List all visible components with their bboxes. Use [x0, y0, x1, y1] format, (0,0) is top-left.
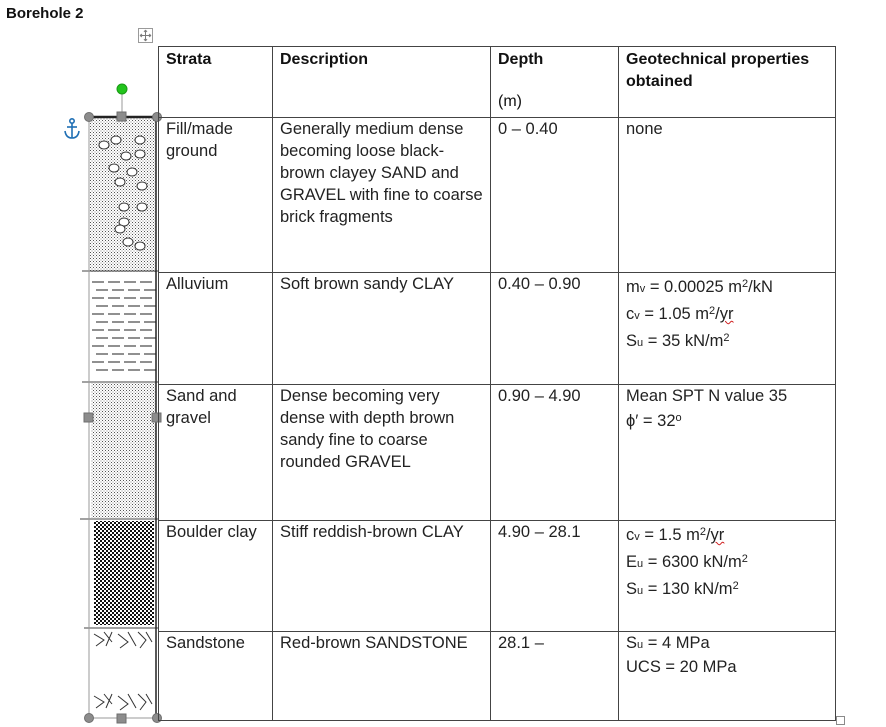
property-subscript: u [637, 337, 644, 349]
property-superscript: 2 [723, 332, 730, 344]
description-cell: Generally medium dense becoming loose black-brown clayey SAND and GRAVEL with fine to coarse brick fragments [273, 118, 491, 273]
property-subscript: v [634, 531, 640, 543]
property-subscript: u [637, 639, 644, 651]
property-symbol: S [626, 580, 638, 598]
property-text: Mean SPT N value 35 [626, 387, 788, 405]
log-layer-alluvium [92, 282, 156, 370]
table-row [159, 118, 836, 273]
table-header-row [159, 47, 836, 118]
resize-handle-bottom-left[interactable] [85, 714, 94, 723]
properties-cell [619, 273, 836, 385]
property-line [626, 300, 828, 327]
header-depth-label: Depth [498, 51, 544, 68]
log-layer-sand-gravel [91, 383, 156, 518]
header-properties: Geotechnical properties obtained [619, 47, 836, 118]
header-strata: Strata [159, 47, 273, 118]
property-superscript: 2 [742, 278, 749, 290]
property-superscript: 2 [699, 526, 706, 538]
property-text: UCS = 20 MPa [626, 658, 737, 676]
table-row [159, 273, 836, 385]
property-line [626, 575, 828, 602]
property-value: = 0.00025 m [645, 278, 743, 296]
description-cell: Red-brown SANDSTONE [273, 632, 491, 721]
resize-handle-top-left[interactable] [85, 113, 94, 122]
depth-cell: 28.1 – [491, 632, 619, 721]
property-superscript: 2 [741, 553, 748, 565]
property-value: = 6300 kN/m [643, 553, 742, 571]
property-line [626, 632, 828, 656]
property-value: = 130 kN/m [643, 580, 733, 598]
property-line [626, 118, 828, 140]
anchor-icon [65, 119, 79, 138]
table-row [159, 385, 836, 521]
table-row [159, 632, 836, 721]
property-superscript: 2 [732, 580, 739, 592]
resize-handle-left[interactable] [84, 413, 93, 422]
strata-cell: Fill/made ground [159, 118, 273, 273]
property-subscript: u [637, 585, 644, 597]
property-unit: / [705, 526, 711, 544]
properties-cell [619, 521, 836, 632]
property-line [626, 273, 828, 300]
property-symbol: c [626, 305, 635, 323]
property-line [626, 521, 828, 548]
strata-table [158, 46, 836, 721]
description-cell: Soft brown sandy CLAY [273, 273, 491, 385]
property-superscript: o [675, 412, 682, 424]
depth-cell: 0.40 – 0.90 [491, 273, 619, 385]
property-value: = 35 kN/m [643, 332, 724, 350]
property-subscript: u [637, 558, 644, 570]
header-depth-unit: (m) [498, 93, 522, 110]
property-subscript: v [639, 283, 646, 295]
property-symbol: S [626, 634, 638, 652]
property-unit-flagged: yr [710, 526, 725, 544]
property-symbol: S [626, 332, 638, 350]
rotate-handle[interactable] [117, 84, 127, 94]
property-line [626, 385, 828, 407]
description-cell: Dense becoming very dense with depth brown sandy fine to coarse rounded GRAVEL [273, 385, 491, 521]
property-unit: / [715, 305, 720, 323]
log-layer-boulder-clay [94, 521, 154, 625]
property-text: none [626, 120, 663, 138]
property-symbol: c [626, 526, 635, 544]
properties-cell [619, 632, 836, 721]
strata-cell: Sandstone [159, 632, 273, 721]
property-symbol: E [626, 553, 638, 571]
property-line [626, 407, 828, 432]
property-symbol: m [626, 278, 640, 296]
property-subscript: v [634, 310, 640, 322]
property-line [626, 656, 828, 678]
table-resize-handle[interactable] [836, 716, 845, 725]
table-row [159, 521, 836, 632]
property-unit-flagged: yr [719, 305, 734, 323]
depth-cell: 0 – 0.40 [491, 118, 619, 273]
log-layer-fill [90, 117, 156, 272]
strata-cell: Boulder clay [159, 521, 273, 632]
property-line [626, 327, 828, 354]
header-description: Description [273, 47, 491, 118]
property-value: = 1.05 m [639, 305, 709, 323]
description-cell: Stiff reddish-brown CLAY [273, 521, 491, 632]
header-depth [491, 47, 619, 118]
property-text: ϕ′ = 32 [626, 412, 676, 430]
page-title: Borehole 2 [6, 5, 84, 22]
property-unit: /kN [748, 278, 773, 296]
resize-handle-top[interactable] [117, 112, 126, 121]
property-line [626, 548, 828, 575]
log-layer-sandstone [94, 632, 152, 710]
resize-handle-bottom[interactable] [117, 714, 126, 723]
properties-cell [619, 118, 836, 273]
strata-cell: Sand and gravel [159, 385, 273, 521]
property-value: = 4 MPa [643, 634, 710, 652]
property-superscript: 2 [709, 305, 716, 317]
property-value: = 1.5 m [639, 526, 700, 544]
depth-cell: 0.90 – 4.90 [491, 385, 619, 521]
strata-cell: Alluvium [159, 273, 273, 385]
properties-cell [619, 385, 836, 521]
depth-cell: 4.90 – 28.1 [491, 521, 619, 632]
